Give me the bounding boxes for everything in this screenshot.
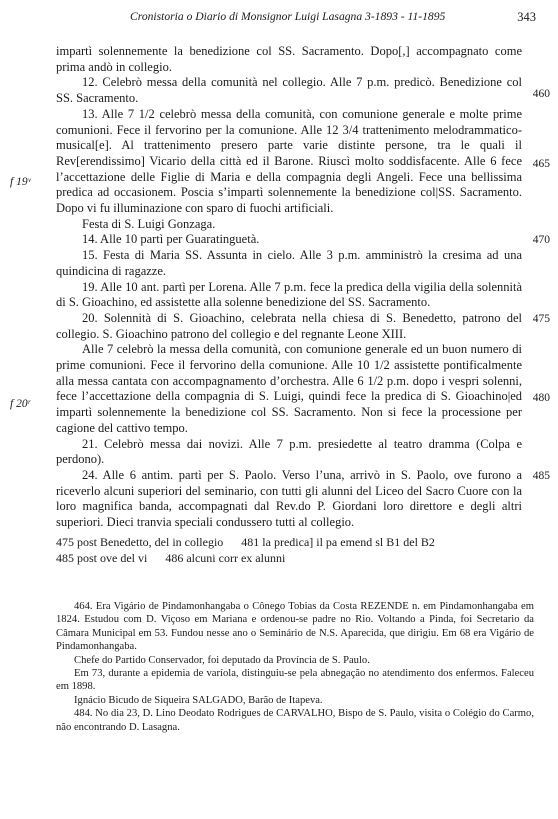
text-paragraph: 20. Solennità di S. Gioachino, celebrata nella chiesa di S. Benedetto, patrono del collegio. S. Gioachino patrono del collegio e del regnante Leone XIII. <box>56 310 522 341</box>
text-paragraph: 19. Alle 10 ant. partì per Lorena. Alle 7 p.m. fece la predica della vigilia della solennità di S. Gioachino, ed assistette alla solenne benedizione del SS. Sacramento. <box>56 279 522 310</box>
footnote: Em 73, durante a epidemia de varíola, distinguiu-se pela abnegação no atendimento dos enfermos. Faleceu em 1898. <box>56 668 534 693</box>
text-paragraph: 21. Celebrò messa dai novizi. Alle 7 p.m. presiedette al teatro dramma (Colpa e perdono). <box>56 436 522 467</box>
footnote: 484. No dia 23, D. Lino Deodato Rodrigues de CARVALHO, Bispo de S. Paulo, visita o Colégio do Carmo, não encontrando D. Lasagna. <box>56 708 534 733</box>
text-paragraph: 24. Alle 6 antim. partì per S. Paolo. Verso l’una, arrivò in S. Paolo, ove furono a riceverlo alcuni superiori del seminario, con tutti gli alunni del Liceo del Sacro Cuore con la loro magnifica banda, accompagnati dal Rev.do P. Giordani loro direttore e degli altri superiori. Dieci tranvia speciali condussero tutti al collegio. <box>56 467 522 530</box>
text-paragraph: 15. Festa di Maria SS. Assunta in cielo. Alle 3 p.m. amministrò la cresima ad una quindicina di ragazze. <box>56 248 522 278</box>
text-paragraph: 14. Alle 10 partì per Guaratinguetà. <box>82 232 260 247</box>
margin-line-number: 485 <box>532 470 550 482</box>
footnote: Ignácio Bicudo de Siqueira SALGADO, Barão de Itapeva. <box>74 694 323 706</box>
apparatus-line: 485 post ove del vi 486 alcuni corr ex alunni <box>56 550 286 565</box>
page-header <box>0 10 558 30</box>
footnote: 464. Era Vigário de Pindamonhangaba o Cônego Tobias da Costa REZENDE n. em Pindamonhangaba em 1824. Estudou com D. Viçoso em Mariana e ordenou-se padre no Rio. Voltando a Pinda, foi Secretario da Câmara Municipal em 53. Fundou nesse ano o Seminário de N.S. Aparecida, que dirigiu. Em 68 era Vigário de Pindamonhangaba. <box>56 601 534 653</box>
margin-folio: f 20ʳ <box>10 398 31 410</box>
margin-line-number: 460 <box>532 88 550 100</box>
text-paragraph: impartì solennemente la benedizione col SS. Sacramento. Dopo[,] accompagnato come prima andò in collegio. <box>56 44 522 74</box>
main-text <box>56 44 522 531</box>
margin-line-number: 475 <box>532 313 550 325</box>
apparatus-line: 475 post Benedetto, del in collegio 481 la predica] il pa emend sl B1 del B2 <box>56 535 435 549</box>
running-title: Cronistoria o Diario di Monsignor Luigi Lasagna 3-1893 - 11-1895 <box>130 10 446 23</box>
footnotes <box>56 600 534 734</box>
text-paragraph: Alle 7 celebrò la messa della comunità, con comunione generale ed un buon numero di prime comunioni. Fece il fervorino della comunione. Alle 10 1/2 assistette pontificalmente alla messa cantata con accompagnamento d’orchestra. Alle 6 1/2 p.m. dopo i vespri solenni, fece l’accettazione della compagnia di S. Luigi, quindi fece la predica di S. Gioachino|ed impartì solennemente la benedizione col SS. Sacramento. Non si fece la processione per cagione del cattivo tempo. <box>56 342 522 435</box>
margin-folio: f 19ᵛ <box>10 176 31 188</box>
margin-line-number: 480 <box>532 392 550 404</box>
footnote: Chefe do Partido Conservador, foi deputado da Província de S. Paulo. <box>74 654 370 666</box>
critical-apparatus <box>56 535 536 566</box>
margin-line-number: 470 <box>532 234 550 246</box>
text-paragraph: 13. Alle 7 1/2 celebrò messa della comunità, con comunione generale e molte prime comunioni. Fece il fervorino per la comunione. Alle 12 3/4 trattenimento melodrammatico-musical[e]. Al trattenimento presero parte varie distinte persone, tra le quali il Rev[erendissimo] Vicario della città ed il Barone. Riuscì molto soddisfacente. Alle 6 fece l’accettazione delle Figlie di Maria e della compagnia degli Angeli. Fece una bellissima predica ad occasionem. Poscia s’impartì solennemente la benedizione col|SS. Sacramento. Dopo vi fu illuminazione con sparo di fuochi artificiali. <box>56 106 522 216</box>
text-paragraph: Festa di S. Luigi Gonzaga. <box>82 216 216 231</box>
text-paragraph: 12. Celebrò messa della comunità nel collegio. Alle 7 p.m. predicò. Benedizione col SS. Sacramento. <box>56 75 522 106</box>
margin-line-number: 465 <box>532 158 550 170</box>
page-number: 343 <box>517 10 536 24</box>
